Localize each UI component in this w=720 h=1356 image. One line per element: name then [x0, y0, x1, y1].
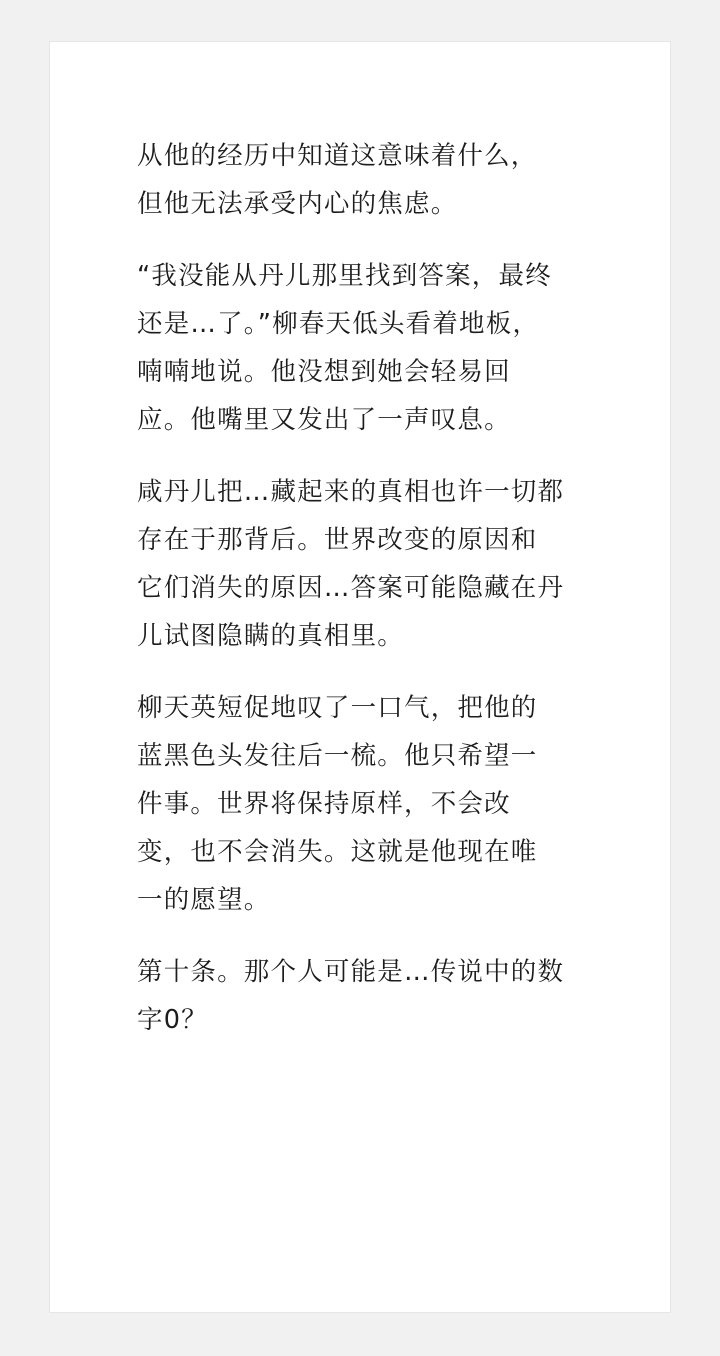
document-page: [49, 41, 671, 1313]
paragraph-5: 第十条。那个人可能是…传说中的数 字0？: [137, 957, 565, 1035]
paragraph-4: 柳天英短促地叹了一口气，把他的 蓝黑色头发往后一梳。他只希望一 件事。世界将保持原样，不会改 变，也不会消失。这就是他现在唯 一的愿望。: [137, 693, 538, 915]
paragraph-3: 咸丹儿把…藏起来的真相也许一切都 存在于那背后。世界改变的原因和 它们消失的原因…答案可能隐藏在丹 儿试图隐瞒的真相里。: [137, 477, 565, 651]
paragraph-2: “我没能从丹儿那里找到答案，最终 还是…了。”柳春天低头看着地板， 喃喃地说。他没想到她会轻易回 应。他嘴里又发出了一声叹息。: [137, 261, 552, 435]
article-body: [137, 132, 593, 1068]
paragraph-1: 从他的经历中知道这意味着什么， 但他无法承受内心的焦虑。: [137, 141, 538, 219]
